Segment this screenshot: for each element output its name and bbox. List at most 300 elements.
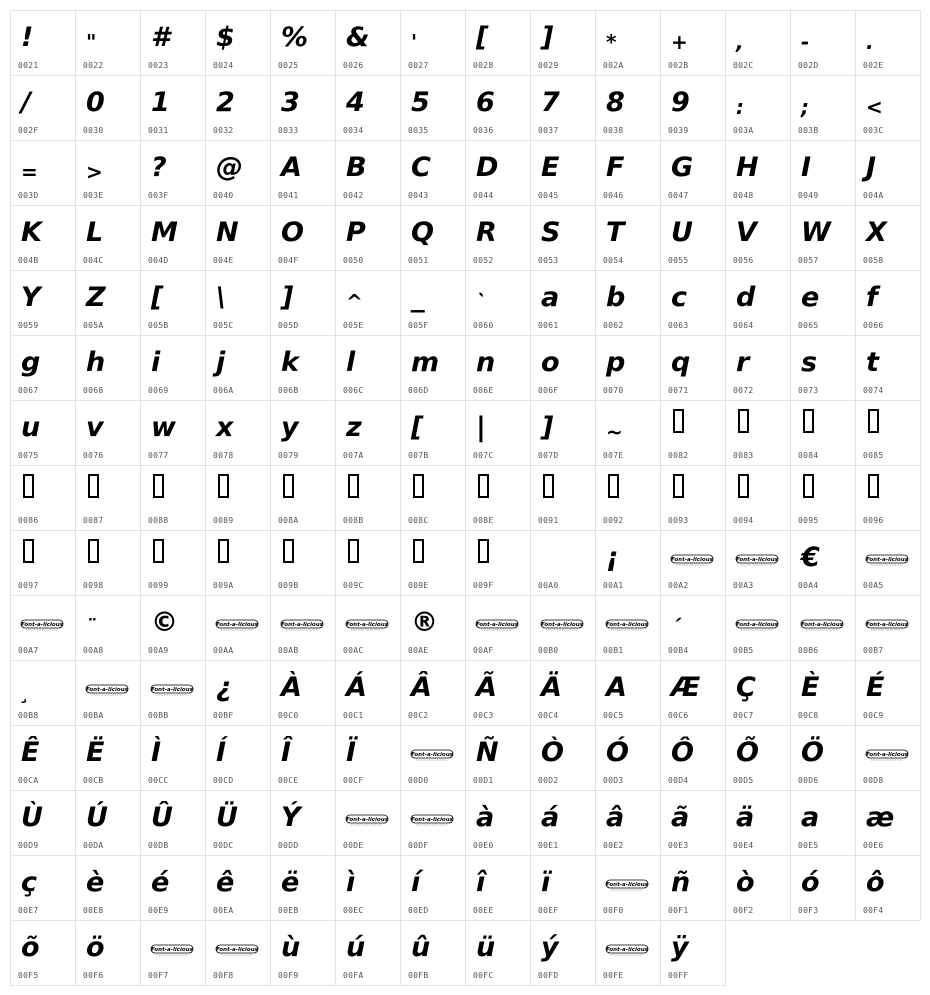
glyph-cell-00ab[interactable] xyxy=(270,595,336,661)
glyph-cell-0058[interactable] xyxy=(855,205,921,271)
glyph-cell-0041[interactable] xyxy=(270,140,336,206)
glyph-cell-00ed[interactable] xyxy=(400,855,466,921)
glyph-cell-004b[interactable] xyxy=(10,205,76,271)
glyph-cell-0045[interactable] xyxy=(530,140,596,206)
glyph-cell-00a0[interactable] xyxy=(530,530,596,596)
glyph-cell-004e[interactable] xyxy=(205,205,271,271)
glyph-cell-005e[interactable] xyxy=(335,270,401,336)
glyph-code: 006E xyxy=(473,386,494,395)
glyph-cell-009f[interactable] xyxy=(465,530,531,596)
glyph-cell-0077[interactable] xyxy=(140,400,206,466)
glyph-code: 0029 xyxy=(538,61,559,70)
glyph-cell-00da[interactable] xyxy=(75,790,141,856)
glyph-cell-00e2[interactable] xyxy=(595,790,661,856)
glyph-cell-0055[interactable] xyxy=(660,205,726,271)
font-a-licious-logo-icon xyxy=(865,554,909,567)
glyph-cell-0092[interactable] xyxy=(595,465,661,531)
glyph-cell-00d2[interactable] xyxy=(530,725,596,791)
glyph-cell-00c7[interactable] xyxy=(725,660,791,726)
glyph-cell-0025[interactable] xyxy=(270,10,336,76)
glyph-code: 0046 xyxy=(603,191,624,200)
glyph-cell-00ff[interactable] xyxy=(660,920,726,986)
glyph-character: ¸ xyxy=(21,680,31,704)
glyph-cell-009e[interactable] xyxy=(400,530,466,596)
glyph-cell-00a5[interactable] xyxy=(855,530,921,596)
glyph-cell-003f[interactable] xyxy=(140,140,206,206)
glyph-cell-0093[interactable] xyxy=(660,465,726,531)
glyph-cell-0082[interactable] xyxy=(660,400,726,466)
glyph-cell-0040[interactable] xyxy=(205,140,271,206)
glyph-code: 00DE xyxy=(343,841,364,850)
glyph-cell-00bf[interactable] xyxy=(205,660,271,726)
glyph-cell-0075[interactable] xyxy=(10,400,76,466)
glyph-cell-00b4[interactable] xyxy=(660,595,726,661)
missing-glyph-box-icon xyxy=(348,539,359,563)
glyph-cell-0067[interactable] xyxy=(10,335,76,401)
logo-lettering: Font-a-licious xyxy=(346,817,388,823)
glyph-code: 00AC xyxy=(343,646,364,655)
glyph-cell-009b[interactable] xyxy=(270,530,336,596)
glyph-cell-0051[interactable] xyxy=(400,205,466,271)
glyph-cell-004f[interactable] xyxy=(270,205,336,271)
glyph-character: d xyxy=(736,282,756,313)
glyph-cell-0086[interactable] xyxy=(10,465,76,531)
glyph-cell-00b0[interactable] xyxy=(530,595,596,661)
glyph-cell-00ef[interactable] xyxy=(530,855,596,921)
glyph-character: ñ xyxy=(671,867,691,898)
glyph-character: ] xyxy=(541,412,554,443)
glyph-cell-0048[interactable] xyxy=(725,140,791,206)
glyph-cell-0021[interactable] xyxy=(10,10,76,76)
glyph-character: j xyxy=(216,347,226,378)
glyph-cell-003b[interactable] xyxy=(790,75,856,141)
glyph-cell-0038[interactable] xyxy=(595,75,661,141)
glyph-cell-00b1[interactable] xyxy=(595,595,661,661)
glyph-cell-00d6[interactable] xyxy=(790,725,856,791)
font-a-licious-logo-icon xyxy=(150,684,194,697)
glyph-cell-0026[interactable] xyxy=(335,10,401,76)
glyph-cell-00f2[interactable] xyxy=(725,855,791,921)
glyph-cell-0066[interactable] xyxy=(855,270,921,336)
glyph-cell-0078[interactable] xyxy=(205,400,271,466)
glyph-character: ' xyxy=(411,30,418,54)
glyph-cell-00aa[interactable] xyxy=(205,595,271,661)
glyph-cell-006b[interactable] xyxy=(270,335,336,401)
glyph-cell-0052[interactable] xyxy=(465,205,531,271)
glyph-cell-00e1[interactable] xyxy=(530,790,596,856)
glyph-code: 00FF xyxy=(668,971,689,980)
missing-glyph-box-icon xyxy=(738,409,749,433)
glyph-cell-0061[interactable] xyxy=(530,270,596,336)
glyph-code: 0033 xyxy=(278,126,299,135)
glyph-cell-00e9[interactable] xyxy=(140,855,206,921)
glyph-cell-0031[interactable] xyxy=(140,75,206,141)
logo-lettering: Font-a-licious xyxy=(411,752,453,758)
glyph-cell-006d[interactable] xyxy=(400,335,466,401)
glyph-character: $ xyxy=(216,22,235,53)
glyph-cell-00c6[interactable] xyxy=(660,660,726,726)
glyph-cell-008a[interactable] xyxy=(270,465,336,531)
glyph-cell-0074[interactable] xyxy=(855,335,921,401)
glyph-cell-007b[interactable] xyxy=(400,400,466,466)
glyph-code: 0059 xyxy=(18,321,39,330)
glyph-cell-005f[interactable] xyxy=(400,270,466,336)
font-a-licious-logo-icon xyxy=(85,684,129,697)
glyph-cell-008c[interactable] xyxy=(400,465,466,531)
glyph-cell-00ec[interactable] xyxy=(335,855,401,921)
glyph-cell-002d[interactable] xyxy=(790,10,856,76)
glyph-cell-007e[interactable] xyxy=(595,400,661,466)
glyph-cell-00b5[interactable] xyxy=(725,595,791,661)
glyph-cell-0088[interactable] xyxy=(140,465,206,531)
glyph-cell-003a[interactable] xyxy=(725,75,791,141)
glyph-cell-0068[interactable] xyxy=(75,335,141,401)
glyph-cell-00ce[interactable] xyxy=(270,725,336,791)
glyph-cell-0054[interactable] xyxy=(595,205,661,271)
glyph-cell-00c1[interactable] xyxy=(335,660,401,726)
glyph-character: Ü xyxy=(216,802,238,833)
glyph-code: 00A4 xyxy=(798,581,819,590)
glyph-cell-0027[interactable] xyxy=(400,10,466,76)
glyph-character: 5 xyxy=(411,87,430,118)
glyph-code: 0036 xyxy=(473,126,494,135)
glyph-cell-0057[interactable] xyxy=(790,205,856,271)
glyph-cell-002a[interactable] xyxy=(595,10,661,76)
glyph-cell-005c[interactable] xyxy=(205,270,271,336)
font-a-licious-logo-icon xyxy=(345,814,389,827)
glyph-cell-00fc[interactable] xyxy=(465,920,531,986)
glyph-cell-00ac[interactable] xyxy=(335,595,401,661)
glyph-cell-00e4[interactable] xyxy=(725,790,791,856)
glyph-code: 0021 xyxy=(18,61,39,70)
glyph-character: 0 xyxy=(86,87,105,118)
glyph-code: 0065 xyxy=(798,321,819,330)
glyph-cell-00c5[interactable] xyxy=(595,660,661,726)
glyph-character: E xyxy=(541,152,560,183)
glyph-code: 00EE xyxy=(473,906,494,915)
glyph-cell-008b[interactable] xyxy=(335,465,401,531)
glyph-cell-00d4[interactable] xyxy=(660,725,726,791)
font-a-licious-logo-icon xyxy=(540,619,584,632)
glyph-cell-00d3[interactable] xyxy=(595,725,661,791)
glyph-cell-005d[interactable] xyxy=(270,270,336,336)
glyph-code: 00E2 xyxy=(603,841,624,850)
glyph-code: 002D xyxy=(798,61,819,70)
glyph-cell-002b[interactable] xyxy=(660,10,726,76)
logo-lettering: Font-a-licious xyxy=(866,622,908,628)
glyph-character: Ú xyxy=(86,802,108,833)
glyph-code: 0098 xyxy=(83,581,104,590)
glyph-cell-0022[interactable] xyxy=(75,10,141,76)
glyph-code: 005E xyxy=(343,321,364,330)
glyph-cell-009c[interactable] xyxy=(335,530,401,596)
glyph-cell-00dc[interactable] xyxy=(205,790,271,856)
glyph-character: ® xyxy=(411,607,438,638)
glyph-cell-004a[interactable] xyxy=(855,140,921,206)
glyph-code: 009E xyxy=(408,581,429,590)
glyph-code: 00A7 xyxy=(18,646,39,655)
glyph-cell-0042[interactable] xyxy=(335,140,401,206)
logo-lettering: Font-a-licious xyxy=(151,947,193,953)
glyph-cell-0089[interactable] xyxy=(205,465,271,531)
glyph-cell-006c[interactable] xyxy=(335,335,401,401)
glyph-cell-0047[interactable] xyxy=(660,140,726,206)
glyph-code: 00D2 xyxy=(538,776,559,785)
glyph-cell-002e[interactable] xyxy=(855,10,921,76)
glyph-cell-00fd[interactable] xyxy=(530,920,596,986)
glyph-character: C xyxy=(411,152,431,183)
glyph-cell-00e0[interactable] xyxy=(465,790,531,856)
glyph-character: € xyxy=(801,542,820,573)
glyph-cell-00de[interactable] xyxy=(335,790,401,856)
glyph-cell-0091[interactable] xyxy=(530,465,596,531)
glyph-code: 00DA xyxy=(83,841,104,850)
glyph-cell-007a[interactable] xyxy=(335,400,401,466)
glyph-cell-003c[interactable] xyxy=(855,75,921,141)
glyph-code: 00E3 xyxy=(668,841,689,850)
glyph-cell-0096[interactable] xyxy=(855,465,921,531)
glyph-cell-00e8[interactable] xyxy=(75,855,141,921)
glyph-cell-00f1[interactable] xyxy=(660,855,726,921)
glyph-cell-00cb[interactable] xyxy=(75,725,141,791)
glyph-cell-0044[interactable] xyxy=(465,140,531,206)
glyph-cell-00a1[interactable] xyxy=(595,530,661,596)
glyph-cell-0029[interactable] xyxy=(530,10,596,76)
glyph-cell-00fa[interactable] xyxy=(335,920,401,986)
glyph-cell-0099[interactable] xyxy=(140,530,206,596)
glyph-cell-00dd[interactable] xyxy=(270,790,336,856)
glyph-cell-0037[interactable] xyxy=(530,75,596,141)
glyph-cell-0095[interactable] xyxy=(790,465,856,531)
glyph-character: Ñ xyxy=(476,737,499,768)
glyph-code: 006B xyxy=(278,386,299,395)
glyph-cell-00fb[interactable] xyxy=(400,920,466,986)
glyph-cell-008e[interactable] xyxy=(465,465,531,531)
glyph-cell-0036[interactable] xyxy=(465,75,531,141)
glyph-cell-006a[interactable] xyxy=(205,335,271,401)
glyph-cell-00ae[interactable] xyxy=(400,595,466,661)
glyph-cell-00af[interactable] xyxy=(465,595,531,661)
glyph-character: 6 xyxy=(476,87,495,118)
glyph-cell-004d[interactable] xyxy=(140,205,206,271)
glyph-cell-002c[interactable] xyxy=(725,10,791,76)
glyph-cell-00ba[interactable] xyxy=(75,660,141,726)
glyph-cell-0034[interactable] xyxy=(335,75,401,141)
font-a-licious-logo-icon xyxy=(150,944,194,957)
glyph-cell-00bb[interactable] xyxy=(140,660,206,726)
glyph-cell-00e6[interactable] xyxy=(855,790,921,856)
glyph-code: 00CD xyxy=(213,776,234,785)
glyph-cell-00fe[interactable] xyxy=(595,920,661,986)
glyph-cell-00a8[interactable] xyxy=(75,595,141,661)
glyph-cell-00f8[interactable] xyxy=(205,920,271,986)
glyph-cell-00c2[interactable] xyxy=(400,660,466,726)
glyph-cell-006f[interactable] xyxy=(530,335,596,401)
glyph-code: 0076 xyxy=(83,451,104,460)
glyph-cell-0056[interactable] xyxy=(725,205,791,271)
glyph-cell-0079[interactable] xyxy=(270,400,336,466)
glyph-code: 0048 xyxy=(733,191,754,200)
glyph-cell-00a7[interactable] xyxy=(10,595,76,661)
glyph-cell-00d5[interactable] xyxy=(725,725,791,791)
glyph-cell-0076[interactable] xyxy=(75,400,141,466)
glyph-cell-002f[interactable] xyxy=(10,75,76,141)
glyph-cell-0035[interactable] xyxy=(400,75,466,141)
glyph-cell-0084[interactable] xyxy=(790,400,856,466)
glyph-cell-00e5[interactable] xyxy=(790,790,856,856)
glyph-cell-0050[interactable] xyxy=(335,205,401,271)
glyph-cell-0098[interactable] xyxy=(75,530,141,596)
glyph-cell-005a[interactable] xyxy=(75,270,141,336)
glyph-cell-0072[interactable] xyxy=(725,335,791,401)
glyph-cell-005b[interactable] xyxy=(140,270,206,336)
glyph-code: 0073 xyxy=(798,386,819,395)
glyph-code: 003F xyxy=(148,191,169,200)
glyph-cell-00a4[interactable] xyxy=(790,530,856,596)
glyph-cell-00a3[interactable] xyxy=(725,530,791,596)
glyph-character: ç xyxy=(21,867,38,898)
glyph-cell-00d1[interactable] xyxy=(465,725,531,791)
glyph-cell-00a9[interactable] xyxy=(140,595,206,661)
missing-glyph-box-icon xyxy=(218,474,229,498)
glyph-character: [ xyxy=(151,282,164,313)
glyph-code: 0034 xyxy=(343,126,364,135)
glyph-cell-0053[interactable] xyxy=(530,205,596,271)
glyph-cell-00ca[interactable] xyxy=(10,725,76,791)
glyph-cell-0049[interactable] xyxy=(790,140,856,206)
font-a-licious-logo-icon xyxy=(215,944,259,957)
glyph-cell-00e7[interactable] xyxy=(10,855,76,921)
glyph-cell-0094[interactable] xyxy=(725,465,791,531)
glyph-character: Ç xyxy=(736,672,756,703)
glyph-code: 0039 xyxy=(668,126,689,135)
glyph-cell-00eb[interactable] xyxy=(270,855,336,921)
glyph-cell-0085[interactable] xyxy=(855,400,921,466)
glyph-cell-004c[interactable] xyxy=(75,205,141,271)
glyph-cell-003d[interactable] xyxy=(10,140,76,206)
glyph-code: 007B xyxy=(408,451,429,460)
glyph-cell-00c3[interactable] xyxy=(465,660,531,726)
glyph-cell-0065[interactable] xyxy=(790,270,856,336)
glyph-cell-009a[interactable] xyxy=(205,530,271,596)
glyph-cell-003e[interactable] xyxy=(75,140,141,206)
glyph-cell-006e[interactable] xyxy=(465,335,531,401)
glyph-cell-0032[interactable] xyxy=(205,75,271,141)
glyph-cell-00cd[interactable] xyxy=(205,725,271,791)
glyph-cell-00d8[interactable] xyxy=(855,725,921,791)
glyph-cell-0033[interactable] xyxy=(270,75,336,141)
glyph-character: Î xyxy=(281,737,292,768)
glyph-cell-007c[interactable] xyxy=(465,400,531,466)
glyph-cell-00f4[interactable] xyxy=(855,855,921,921)
glyph-cell-00b7[interactable] xyxy=(855,595,921,661)
glyph-cell-0039[interactable] xyxy=(660,75,726,141)
glyph-cell-00e3[interactable] xyxy=(660,790,726,856)
glyph-cell-0064[interactable] xyxy=(725,270,791,336)
glyph-cell-0063[interactable] xyxy=(660,270,726,336)
glyph-character: Â xyxy=(411,672,432,703)
glyph-character: g xyxy=(21,347,41,378)
glyph-code: 00C5 xyxy=(603,711,624,720)
glyph-cell-00b6[interactable] xyxy=(790,595,856,661)
glyph-code: 00A3 xyxy=(733,581,754,590)
glyph-code: 003D xyxy=(18,191,39,200)
glyph-code: 00DD xyxy=(278,841,299,850)
glyph-cell-00c9[interactable] xyxy=(855,660,921,726)
glyph-code: 009B xyxy=(278,581,299,590)
glyph-cell-00db[interactable] xyxy=(140,790,206,856)
glyph-character: ¨ xyxy=(86,615,96,639)
glyph-cell-00cc[interactable] xyxy=(140,725,206,791)
glyph-cell-00ee[interactable] xyxy=(465,855,531,921)
glyph-character: _ xyxy=(411,282,425,313)
glyph-cell-00d9[interactable] xyxy=(10,790,76,856)
glyph-cell-0060[interactable] xyxy=(465,270,531,336)
glyph-cell-0024[interactable] xyxy=(205,10,271,76)
glyph-cell-00df[interactable] xyxy=(400,790,466,856)
glyph-code: 0092 xyxy=(603,516,624,525)
glyph-cell-0059[interactable] xyxy=(10,270,76,336)
glyph-cell-0070[interactable] xyxy=(595,335,661,401)
glyph-cell-00c0[interactable] xyxy=(270,660,336,726)
glyph-cell-00c8[interactable] xyxy=(790,660,856,726)
glyph-code: 0084 xyxy=(798,451,819,460)
glyph-code: 0094 xyxy=(733,516,754,525)
glyph-code: 0085 xyxy=(863,451,884,460)
logo-lettering: Font-a-licious xyxy=(736,622,778,628)
glyph-cell-0043[interactable] xyxy=(400,140,466,206)
glyph-character: î xyxy=(476,867,486,898)
glyph-cell-0083[interactable] xyxy=(725,400,791,466)
glyph-cell-0097[interactable] xyxy=(10,530,76,596)
glyph-code: 0050 xyxy=(343,256,364,265)
glyph-cell-00f0[interactable] xyxy=(595,855,661,921)
glyph-character: ¡ xyxy=(606,542,619,573)
glyph-cell-00f3[interactable] xyxy=(790,855,856,921)
glyph-cell-00f5[interactable] xyxy=(10,920,76,986)
glyph-cell-0062[interactable] xyxy=(595,270,661,336)
missing-glyph-box-icon xyxy=(803,474,814,498)
glyph-cell-00c4[interactable] xyxy=(530,660,596,726)
missing-glyph-box-icon xyxy=(738,474,749,498)
glyph-cell-0087[interactable] xyxy=(75,465,141,531)
glyph-character: R xyxy=(476,217,497,248)
glyph-cell-00f9[interactable] xyxy=(270,920,336,986)
glyph-cell-007d[interactable] xyxy=(530,400,596,466)
glyph-code: 00B8 xyxy=(18,711,39,720)
glyph-cell-00f7[interactable] xyxy=(140,920,206,986)
glyph-code: 002C xyxy=(733,61,754,70)
glyph-code: 0028 xyxy=(473,61,494,70)
glyph-cell-0069[interactable] xyxy=(140,335,206,401)
glyph-cell-00ea[interactable] xyxy=(205,855,271,921)
glyph-cell-0046[interactable] xyxy=(595,140,661,206)
glyph-cell-00cf[interactable] xyxy=(335,725,401,791)
glyph-cell-0071[interactable] xyxy=(660,335,726,401)
glyph-character: s xyxy=(801,347,818,378)
glyph-cell-00f6[interactable] xyxy=(75,920,141,986)
glyph-cell-00a2[interactable] xyxy=(660,530,726,596)
glyph-cell-00b8[interactable] xyxy=(10,660,76,726)
glyph-character: O xyxy=(281,217,304,248)
glyph-character: ê xyxy=(216,867,235,898)
glyph-cell-0073[interactable] xyxy=(790,335,856,401)
glyph-cell-0028[interactable] xyxy=(465,10,531,76)
glyph-cell-0023[interactable] xyxy=(140,10,206,76)
glyph-cell-0030[interactable] xyxy=(75,75,141,141)
glyph-cell-00d0[interactable] xyxy=(400,725,466,791)
glyph-code: 0022 xyxy=(83,61,104,70)
